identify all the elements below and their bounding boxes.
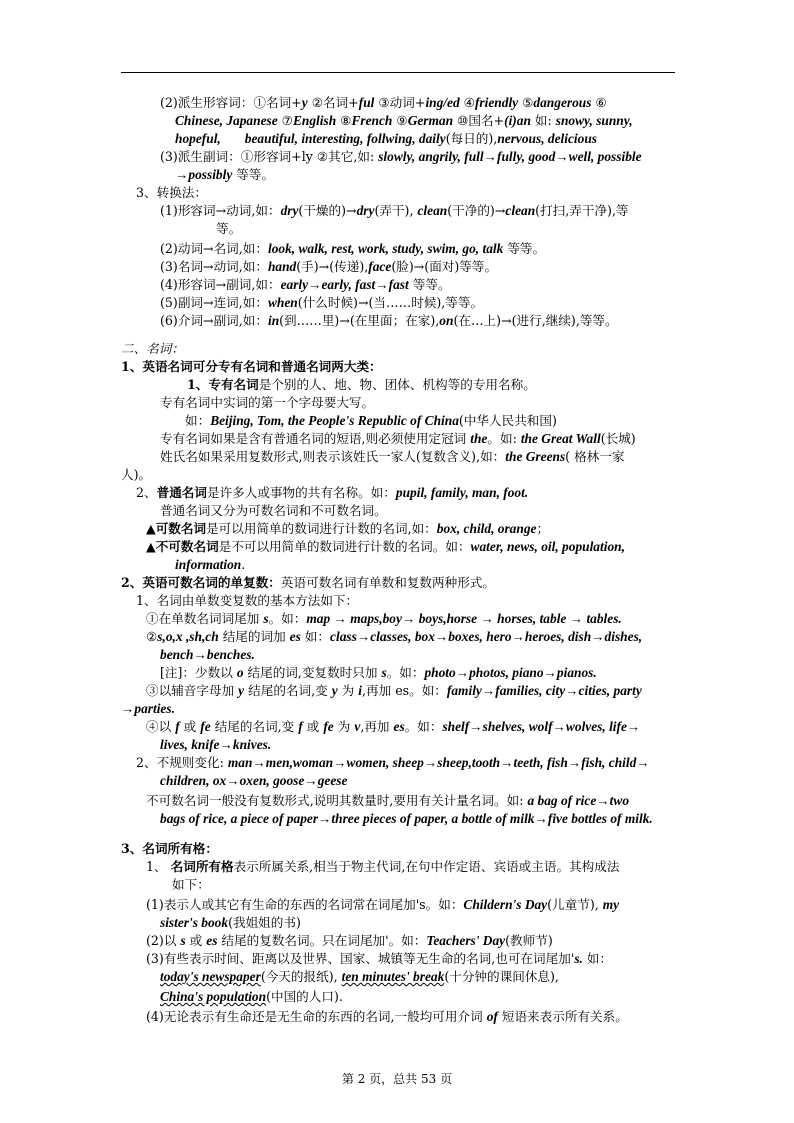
text-line: (2)动词→名词,如：look, walk, rest, work, study, swim, go, talk 等等。 <box>160 241 546 256</box>
text-line: lives, knife→knives. <box>160 737 272 752</box>
text-line: ②s,o,x ,sh,ch 结尾的词加 es 如：class→classes, box→boxes, hero→heroes, dish→dishes, <box>146 629 643 644</box>
text-line: →possibly 等等。 <box>175 167 275 182</box>
text-line: 3、名词所有格： <box>121 841 218 856</box>
text-line: ▲可数名词是可以用简单的数词进行计数的名词,如：box, child, orange； <box>146 521 550 536</box>
header-rule <box>121 72 675 73</box>
text-line: ③以辅音字母加 y 结尾的名词,变 y 为 i,再加 es。如：family→families, city→cities, party <box>146 683 642 698</box>
text-line: 普通名词又分为可数名词和不可数名词。 <box>160 503 387 518</box>
text-line: sister's book(我姐姐的书) <box>160 915 301 930</box>
text-line: 2、英语可数名词的单复数：英语可数名词有单数和复数两种形式。 <box>121 575 495 590</box>
text-line: (2)派生形容词：①名词+y ②名词+ful ③动词+ing/ed ④friendly ⑤dangerous ⑥ <box>160 95 607 110</box>
text-line: children, ox→oxen, goose→geese <box>160 773 348 788</box>
text-line: 1、 名词所有格表示所属关系,相当于物主代词,在句中作定语、宾语或主语。其构成法 <box>146 859 620 874</box>
text-line: (4)无论表示有生命还是无生命的东西的名词,一般均可用介词 of 短语来表示所有关系。 <box>146 1009 628 1024</box>
text-line: 姓氏名如果采用复数形式,则表示该姓氏一家人(复数含义),如：the Greens( 格林一家 <box>160 449 625 464</box>
text-line: ▲不可数名词是不可以用简单的数词进行计数的名词。如：water, news, oil, population, <box>146 539 625 554</box>
text-line: Chinese, Japanese ⑦English ⑧French ⑨German ⑩国名+(i)an 如: snowy, sunny, <box>175 113 633 128</box>
text-line: today's newspaper(今天的报纸), ten minutes' break(十分钟的课间休息), <box>160 969 559 984</box>
text-line: [注]：少数以 o 结尾的词,变复数时只加 s。如：photo→photos, piano→pianos. <box>160 665 597 680</box>
text-line: 如：Beijing, Tom, the People's Republic of China(中华人民共和国) <box>185 413 557 428</box>
text-line: (1)表示人或其它有生命的东西的名词常在词尾加's。如：Childern's Day(儿童节), my <box>146 897 620 912</box>
text-line: (3)派生副词：①形容词+ly ②其它,如: slowly, angrily, full→fully, good→well, possible <box>160 149 642 164</box>
text-line: 2、普通名词是许多人或事物的共有名称。如：pupil, family, man, foot. <box>136 485 529 500</box>
text-line: 1、名词由单数变复数的基本方法如下： <box>136 593 359 608</box>
text-line: bags of rice, a piece of paper→three pieces of paper, a bottle of milk→five bottles of milk. <box>160 811 653 826</box>
text-line: (3)有些表示时间、距离以及世界、国家、城镇等无生命的名词,也可在词尾加's. 如： <box>146 951 613 966</box>
text-line: bench→benches. <box>160 647 255 662</box>
text-line: 3、转换法： <box>136 185 207 200</box>
text-line: (3)名词→动词,如：hand(手)→(传递),face(脸)→(面对)等等。 <box>160 259 498 274</box>
text-line: 等。 <box>216 221 242 236</box>
text-line: (2)以 s 或 es 结尾的复数名词。只在词尾加'。如：Teachers' Day(教师节) <box>146 933 553 948</box>
text-line: 专有名词如果是含有普通名词的短语,则必须使用定冠词 the。如: the Great Wall(长城) <box>160 431 636 446</box>
text-line: information. <box>175 557 246 572</box>
page-footer: 第 2 页，总共 53 页 <box>341 1072 453 1086</box>
text-line: (5)副词→连词,如：when(什么时候)→(当……时候),等等。 <box>160 295 484 310</box>
text-line: 如下： <box>172 877 210 892</box>
text-line: ④以 f 或 fe 结尾的名词,变 f 或 fe 为 v,再加 es。如：shelf→shelves, wolf→wolves, life→ <box>146 719 641 734</box>
text-line: (6)介词→副词,如：in(到……里)→(在里面；在家),on(在…上)→(进行,继续),等等。 <box>160 313 618 328</box>
text-line: →parties. <box>121 701 175 716</box>
text-line: China's population(中国的人口). <box>160 989 343 1004</box>
text-line: 2、不规则变化: man→men,woman→women, sheep→sheep,tooth→teeth, fish→fish, child→ <box>136 755 650 770</box>
text-line: 不可数名词一般没有复数形式,说明其数量时,要用有关计量名词。如: a bag of rice→two <box>146 793 630 808</box>
text-line: 人)。 <box>121 467 152 482</box>
text-line: 1、专有名词是个别的人、地、物、团体、机构等的专用名称。 <box>187 377 536 392</box>
text-line: 专有名词中实词的第一个字母要大写。 <box>160 395 375 410</box>
text-line: 1、英语名词可分专有名词和普通名词两大类： <box>121 359 382 374</box>
section-heading: 二、名词： <box>121 341 184 356</box>
text-line: (4)形容词→副词,如：early→early, fast→fast 等等。 <box>160 277 451 292</box>
text-line: ①在单数名词词尾加 s。如：map → maps,boy→ boys,horse → horses, table → tables. <box>146 611 622 626</box>
text-line: hopeful, beautiful, interesting, follwing, daily(每日的),nervous, delicious <box>175 131 598 146</box>
text-line: (1)形容词→动词,如：dry(干燥的)→dry(弄干), clean(干净的)→clean(打扫,弄干净),等 <box>160 203 629 218</box>
